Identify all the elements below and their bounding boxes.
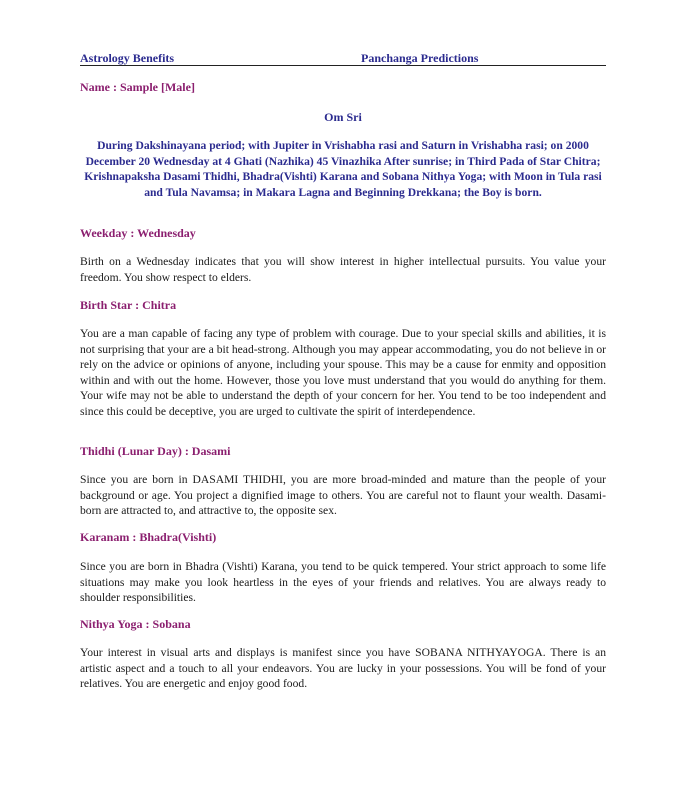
header-title-left: Astrology Benefits [80, 51, 175, 65]
section-text-thidhi: Since you are born in DASAMI THIDHI, you are more broad-minded and mature than the people of your background or age. You project a dignified image to others. You are careful not to flaunt your wealth. Dasami-born are attracted to, and attractive to, the opposite sex. [80, 473, 606, 517]
section-text-weekday: Birth on a Wednesday indicates that you will show interest in higher intellectual pursuits. You value your freedom. You show respect to elders. [80, 255, 606, 284]
name-line: Name : Sample [Male] [80, 80, 195, 94]
section-text-nithya-yoga: Your interest in visual arts and displays is manifest since you have SOBANA NITHYAYOGA. There is an artistic aspect and a touch to all your endeavors. You are lucky in your possessions. You will be fond of your relatives. You are energetic and enjoy good food. [80, 646, 606, 690]
invocation-title: Om Sri [324, 110, 362, 124]
section-heading-nithya-yoga: Nithya Yoga : Sobana [80, 617, 191, 631]
section-heading-thidhi: Thidhi (Lunar Day) : Dasami [80, 444, 231, 458]
header-title-right: Panchanga Predictions [361, 51, 479, 65]
page-header [80, 51, 606, 66]
section-text-karanam: Since you are born in Bhadra (Vishti) Karana, you tend to be quick tempered. Your strict approach to some life situations may make you look heartless in the eyes of your friends and relatives. You are always ready to shoulder responsibilities. [80, 560, 606, 604]
section-text-birth-star: You are a man capable of facing any type of problem with courage. Due to your special skills and abilities, it is not surprising that your are a bit head-strong. Although you may appear accommodating, you do not believe in or rely on the advice or opinions of anyone, including your spouse. This may be a cause for enmity and opposition within and with out the home. However, those you love must understand that you would do anything for them. Your wife may not be able to understand the depth of your concern for her. You tend to be too independent and since this could be deceptive, you are urged to cultivate the spirit of interdependence. [80, 327, 606, 418]
section-heading-weekday: Weekday : Wednesday [80, 226, 196, 240]
section-heading-birth-star: Birth Star : Chitra [80, 298, 177, 312]
section-heading-karanam: Karanam : Bhadra(Vishti) [80, 530, 217, 544]
birth-details-paragraph: During Dakshinayana period; with Jupiter in Vrishabha rasi and Saturn in Vrishabha rasi; on 2000 December 20 Wednesday at 4 Ghati (Nazhika) 45 Vinazhika After sunrise; in Third Pada of Star Chitra; Krishnapaksha Dasami Thidhi, Bhadra(Vishti) Karana and Sobana Nithya Yoga; with Moon in Tula rasi and Tula Navamsa; in Makara Lagna and Beginning Drekkana; the Boy is born. [84, 139, 602, 199]
